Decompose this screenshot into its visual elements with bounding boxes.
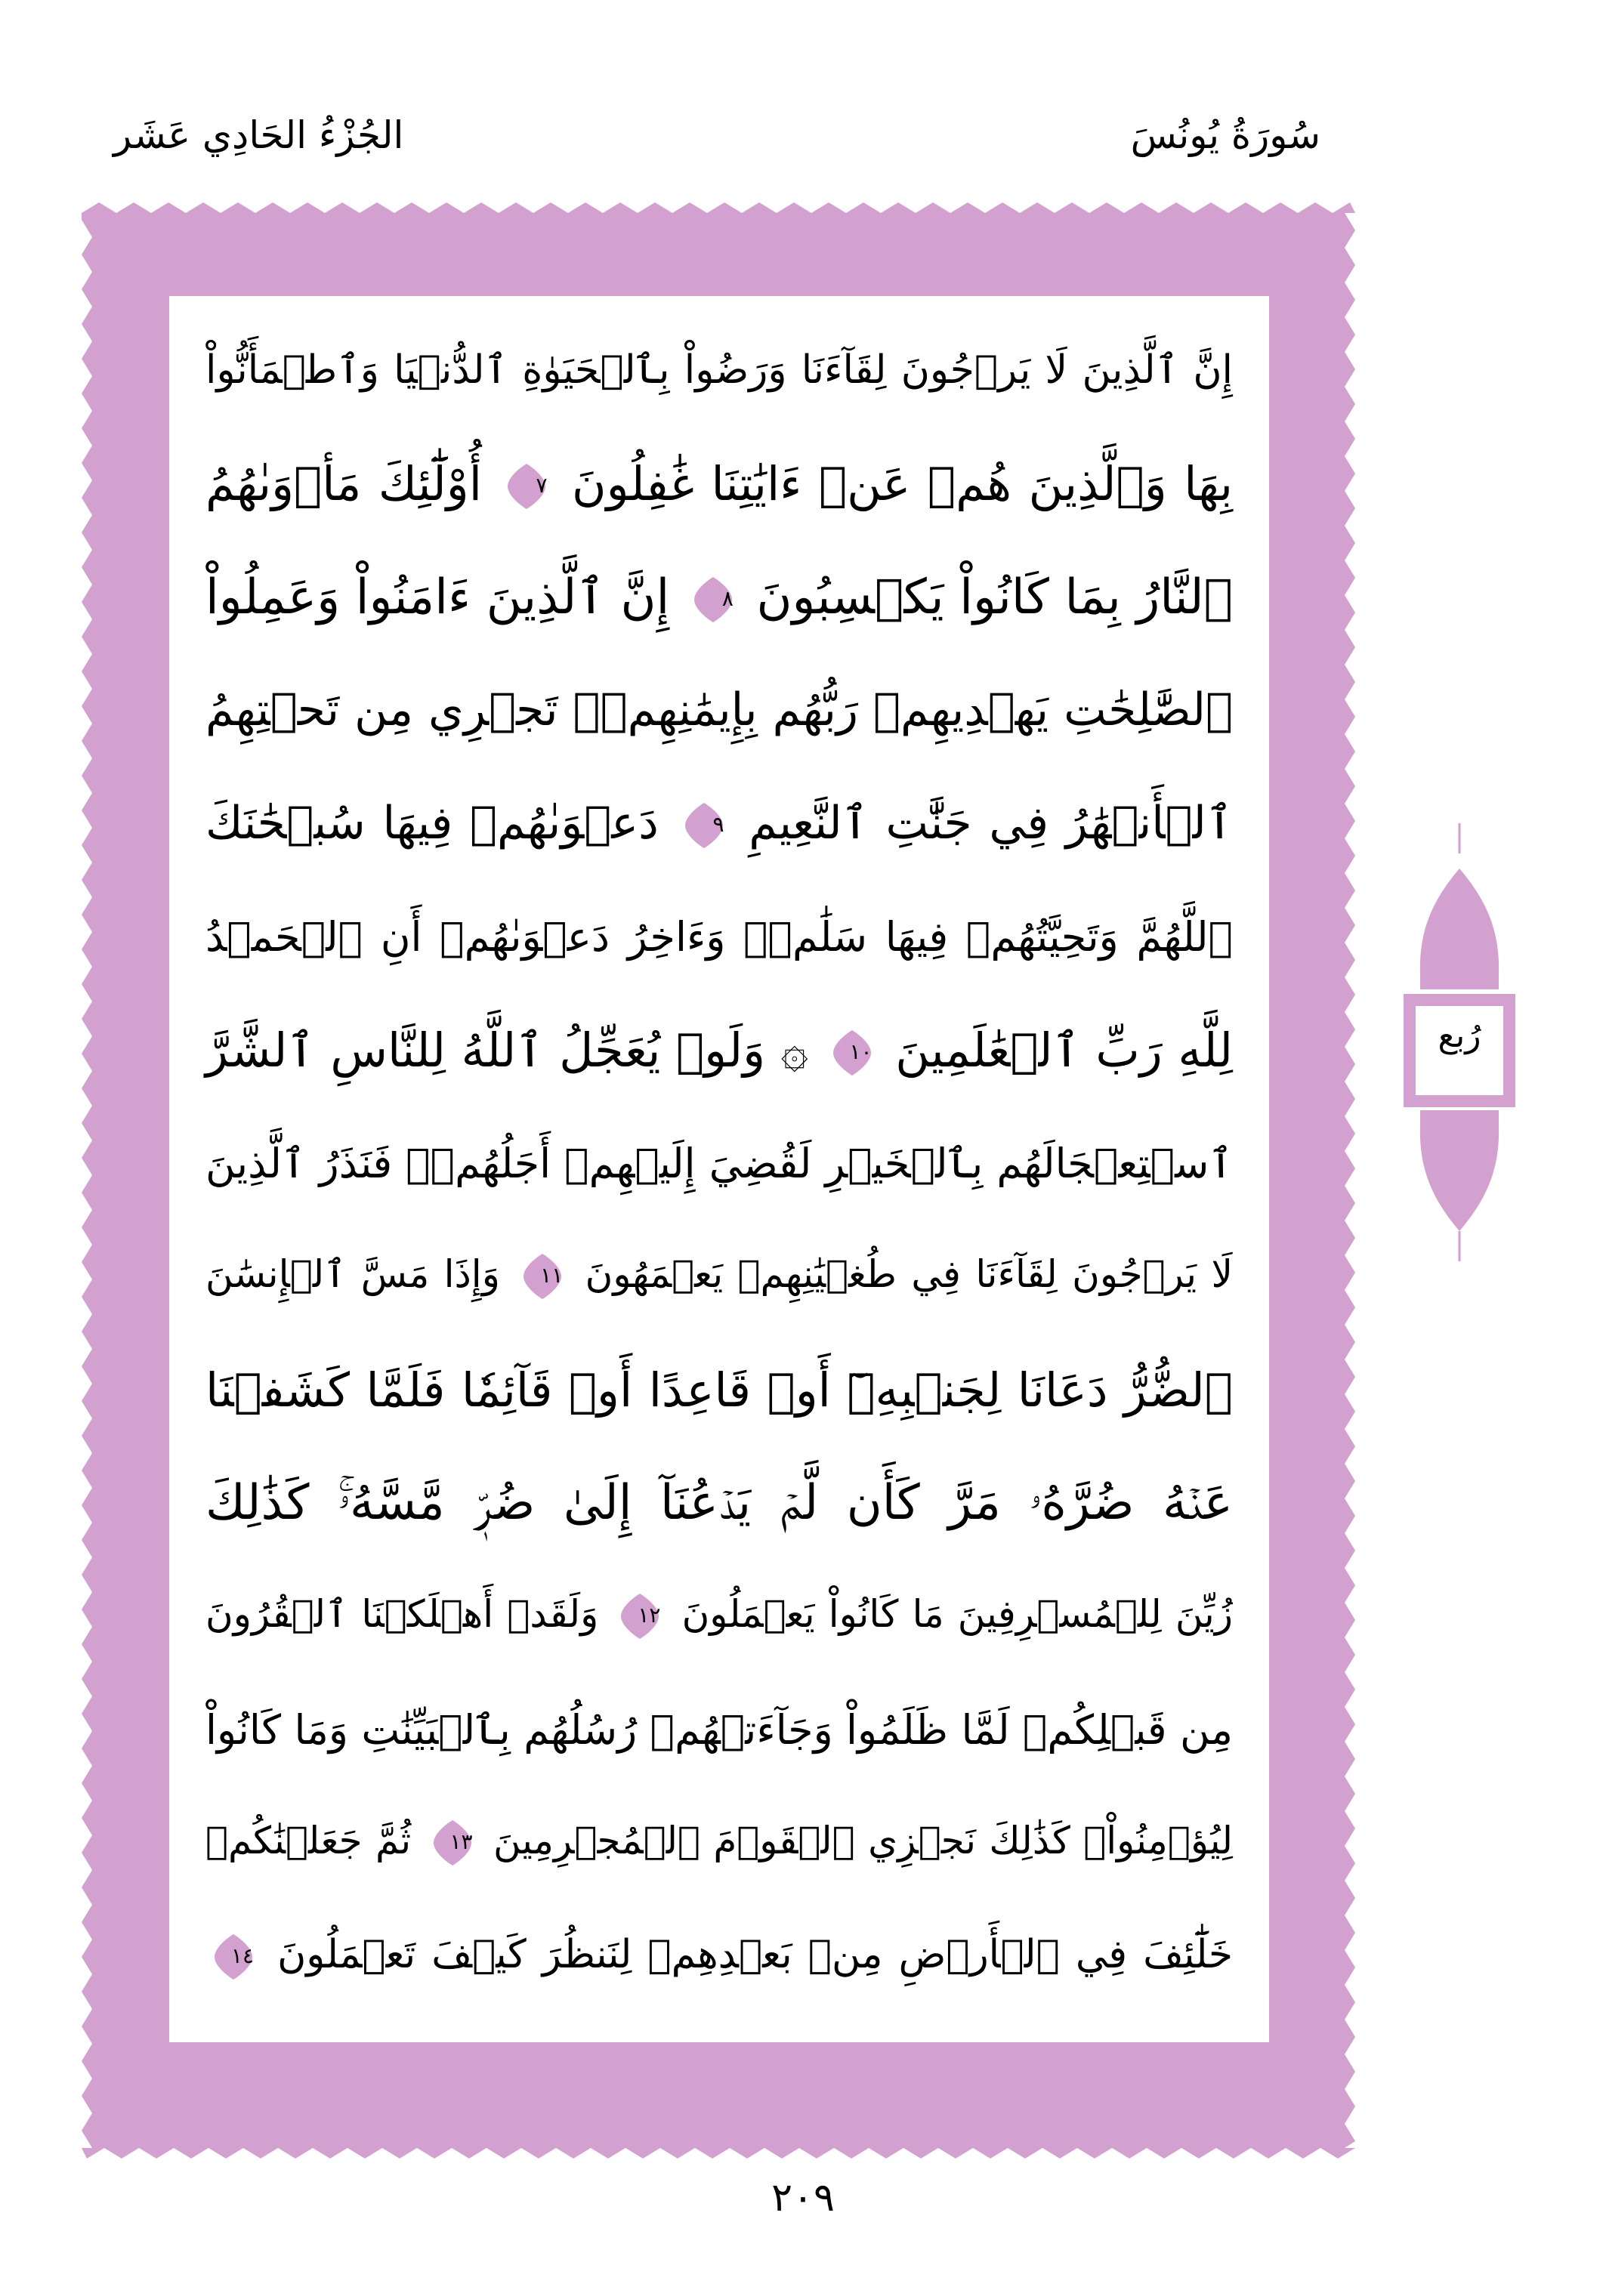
ayah-marker-icon (832, 1029, 872, 1077)
verse-line (205, 317, 1233, 423)
ayah-number: ١٤ (230, 1943, 254, 1968)
verse-line (205, 544, 1233, 650)
verse-text-segment: ۞ وَلَوۡ يُعَجِّلُ ٱللَّهُ لِلنَّاسِ ٱلشَّرَّ (205, 1022, 808, 1078)
verse-line (205, 884, 1233, 989)
verse-text-segment: زُيِّنَ لِلۡمُسۡرِفِينَ مَا كَانُواْ يَعۡمَلُونَ (681, 1591, 1233, 1636)
verse-text (205, 1475, 1233, 1531)
verse-text (205, 1140, 1233, 1187)
verse-text-segment: لَا يَرۡجُونَ لِقَآءَنَا فِي طُغۡيَٰنِهِمۡ يَعۡمَهُونَ (585, 1251, 1233, 1296)
verse-line (205, 1790, 1233, 1896)
verse-line (205, 1903, 1233, 2009)
verse-text (205, 913, 1233, 961)
verse-text (205, 1023, 1233, 1078)
ayah-marker-icon (693, 576, 734, 624)
verse-text (205, 569, 1233, 625)
verse-line (205, 997, 1233, 1103)
verse-text (205, 456, 1233, 511)
verse-text-segment: خَلَٰٓئِفَ فِي ٱلۡأَرۡضِ مِنۢ بَعۡدِهِمۡ لِنَنظُرَ كَيۡفَ تَعۡمَلُونَ (277, 1931, 1233, 1977)
juz-title: الجُزْءُ الحَادِي عَشَر (113, 113, 404, 157)
verse-text-segment: وَلَقَدۡ أَهۡلَكۡنَا ٱلۡقُرُونَ (205, 1591, 599, 1636)
verse-text (205, 1252, 1233, 1301)
page-number: ٢٠٩ (771, 2175, 835, 2220)
ayah-number: ١٣ (449, 1829, 473, 1855)
verse-text-segment: إِنَّ ٱلَّذِينَ ءَامَنُواْ وَعَمِلُواْ (205, 569, 670, 625)
verse-line (205, 1224, 1233, 1329)
verse-text-segment: ٱلضُّرُّ دَعَانَا لِجَنۢبِهِۦٓ أَوۡ قَاعِدًا أَوۡ قَآئِمٗا فَلَمَّا كَشَفۡنَا (205, 1362, 1233, 1418)
verse-text (205, 684, 1233, 736)
verse-text (205, 1819, 1233, 1868)
surah-title: سُورَةُ يُونُسَ (1130, 113, 1320, 157)
verse-text-segment: ٱلصَّٰلِحَٰتِ يَهۡدِيهِمۡ رَبُّهُم بِإِيمَٰنِهِمۡۖ تَجۡرِي مِن تَحۡتِهِمُ (205, 684, 1233, 736)
verse-text (205, 1932, 1233, 1981)
verse-text-segment: أُوْلَٰٓئِكَ مَأۡوَىٰهُمُ (205, 455, 482, 511)
ayah-number: ١٠ (849, 1039, 872, 1065)
verse-line (205, 657, 1233, 763)
ayah-number: ٩ (712, 812, 724, 838)
verse-text-segment: ٱللَّهُمَّ وَتَحِيَّتُهُمۡ فِيهَا سَلَٰمٞۚ وَءَاخِرُ دَعۡوَىٰهُمۡ أَنِ ٱلۡحَمۡدُ (205, 912, 1233, 961)
verse-text-segment: ٱسۡتِعۡجَالَهُم بِٱلۡخَيۡرِ لَقُضِيَ إِلَيۡهِمۡ أَجَلُهُمۡۖ فَنَذَرُ ٱلَّذِينَ (205, 1139, 1233, 1187)
ayah-marker-icon (432, 1819, 473, 1867)
verse-text-segment: لِلَّهِ رَبِّ ٱلۡعَٰلَمِينَ (895, 1022, 1233, 1078)
verse-text (205, 347, 1233, 393)
verse-text (205, 1362, 1233, 1418)
verse-text-segment: لِيُؤۡمِنُواْۚ كَذَٰلِكَ نَجۡزِي ٱلۡقَوۡمَ ٱلۡمُجۡرِمِينَ (493, 1818, 1233, 1862)
verse-text-segment: مِن قَبۡلِكُمۡ لَمَّا ظَلَمُواْ وَجَآءَتۡهُمۡ رُسُلُهُم بِٱلۡبَيِّنَٰتِ وَمَا كَانُواْ (205, 1705, 1233, 1754)
verse-text-segment: بِهَا وَٱلَّذِينَ هُمۡ عَنۡ ءَايَٰتِنَا غَٰفِلُونَ (572, 455, 1233, 511)
ayah-number: ١١ (540, 1263, 564, 1288)
verse-text-segment: وَإِذَا مَسَّ ٱلۡإِنسَٰنَ (205, 1251, 500, 1296)
verse-lines (205, 317, 1233, 2018)
ayah-marker-icon (619, 1592, 660, 1640)
verse-line (205, 770, 1233, 876)
verse-line (205, 1450, 1233, 1556)
ayah-number: ١٢ (638, 1603, 661, 1628)
verse-text (205, 1592, 1233, 1641)
verse-line (205, 1337, 1233, 1443)
verse-text (205, 797, 1233, 850)
ayah-marker-icon (506, 462, 547, 511)
verse-line (205, 430, 1233, 536)
ayah-marker-icon (684, 801, 724, 850)
ayah-marker-icon (213, 1933, 254, 1981)
verse-text-segment: عَنۡهُ ضُرَّهُۥ مَرَّ كَأَن لَّمۡ يَدۡعُنَآ إِلَىٰ ضُرّٖ مَّسَّهُۥۚ كَذَٰلِكَ (205, 1475, 1233, 1531)
verse-text-segment: ٱلۡأَنۡهَٰرُ فِي جَنَّٰتِ ٱلنَّعِيمِ (749, 796, 1233, 850)
verse-text-segment: إِنَّ ٱلَّذِينَ لَا يَرۡجُونَ لِقَآءَنَا وَرَضُواْ بِٱلۡحَيَوٰةِ ٱلدُّنۡيَا وَٱطۡمَأَنُّواْ (205, 347, 1233, 393)
verse-text-segment: ٱلنَّارُ بِمَا كَانُواْ يَكۡسِبُونَ (756, 569, 1234, 625)
verse-line (205, 1563, 1233, 1669)
rub-label: رُبع (1438, 1017, 1481, 1055)
ayah-number: ٨ (721, 585, 734, 611)
verse-text-segment: ثُمَّ جَعَلۡنَٰكُمۡ (205, 1818, 412, 1862)
verse-text-segment: دَعۡوَىٰهُمۡ فِيهَا سُبۡحَٰنَكَ (205, 796, 659, 850)
verse-text (205, 1706, 1233, 1754)
ayah-number: ٧ (536, 473, 548, 498)
verse-line (205, 1110, 1233, 1216)
ayah-marker-icon (522, 1252, 563, 1301)
verse-line (205, 1677, 1233, 1782)
